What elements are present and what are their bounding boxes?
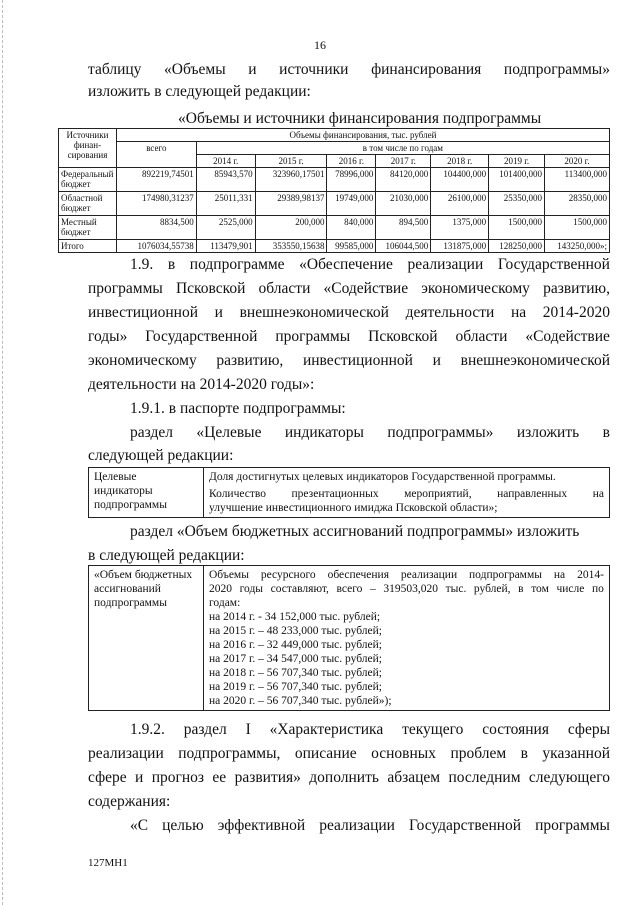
targets-text-line-1: Доля достигнутых целевых индикаторов Государственной программы. (209, 471, 556, 483)
cell: 26100,000 (431, 192, 489, 216)
para-1-9-2-line-2: реализации подпрограммы, описание основных проблем в указанной (88, 745, 610, 762)
cell: 1500,000 (489, 216, 545, 240)
table-row (59, 216, 610, 240)
cell: 1375,000 (431, 216, 489, 240)
cell: 25011,331 (196, 192, 255, 216)
row-name: Итого (59, 240, 117, 253)
table-title: «Объемы и источники финансирования подпрограммы (178, 110, 542, 127)
budget-text-line-2: 2020 годы составляют, всего – 319503,020 тыс. рублей, в том числе по (209, 583, 604, 595)
cell: 840,000 (327, 216, 376, 240)
cell: 19749,000 (327, 192, 376, 216)
targets-box-content (204, 468, 610, 518)
intro-line-2: изложить в следующей редакции: (88, 83, 311, 100)
table-row-total (59, 240, 610, 253)
header-volume: Объемы финансирования, тыс. рублей (116, 129, 609, 142)
budget-text-line-1: Объемы ресурсного обеспечения реализации подпрограммы на 2014- (209, 569, 604, 581)
year-header: 2020 г. (545, 155, 610, 168)
cell: 29389,98137 (255, 192, 327, 216)
cell: 2525,000 (196, 216, 255, 240)
table-row (59, 168, 610, 192)
cell: 174980,31237 (116, 192, 196, 216)
cell: 143250,000»; (545, 240, 610, 253)
cell: 113400,000 (545, 168, 610, 192)
para-1-9-2-line-4: содержания: (88, 793, 171, 810)
razdel-1-line-1: раздел «Целевые индикаторы подпрограммы» изложить в (130, 424, 610, 441)
budget-year-line: на 2018 г. – 56 707,340 тыс. рублей; (209, 667, 382, 679)
para-1-9-line-5: экономическому развитию, инвестиционной и внешнеэкономической (88, 352, 610, 369)
para-1-9-line-6: деятельности на 2014-2020 годы»: (88, 376, 315, 393)
para-1-9-2-line-3: сфере и прогноз ее развития» дополнить абзацем последним следующего (88, 769, 610, 786)
budget-box (88, 565, 610, 711)
year-header: 2014 г. (196, 155, 255, 168)
budget-year-line: на 2020 г. – 56 707,340 тыс. рублей»); (209, 695, 392, 707)
cell: 353550,15638 (255, 240, 327, 253)
table-row (59, 192, 610, 216)
targets-box-label: Целевые индикаторы подпрограммы (89, 468, 204, 518)
para-1-9-line-2: программы Псковской области «Содействие экономическому развитию, (88, 280, 610, 297)
year-header: 2018 г. (431, 155, 489, 168)
year-header: 2019 г. (489, 155, 545, 168)
footer-code: 127МН1 (88, 857, 128, 869)
budget-year-line: на 2019 г. – 56 707,340 тыс. рублей; (209, 681, 382, 693)
cell: 78996,000 (327, 168, 376, 192)
page-number: 16 (314, 38, 326, 52)
budget-text-line-3: годам: (209, 597, 241, 609)
cell: 84120,000 (376, 168, 431, 192)
cell: 85943,570 (196, 168, 255, 192)
para-1-9-line-1: 1.9. в подпрограмме «Обеспечение реализации Государственной (130, 256, 610, 273)
page-edge (2, 0, 4, 905)
budget-year-line: на 2015 г. – 48 233,000 тыс. рублей; (209, 625, 382, 637)
financing-table (58, 128, 610, 253)
budget-year-line: на 2014 г. - 34 152,000 тыс. рублей; (209, 611, 381, 623)
year-header: 2017 г. (376, 155, 431, 168)
cell: 8834,500 (116, 216, 196, 240)
cell: 21030,000 (376, 192, 431, 216)
intro-line-1: таблицу «Объемы и источники финансирования подпрограммы» (88, 61, 610, 78)
year-header: 2015 г. (255, 155, 327, 168)
header-total: всего (116, 142, 196, 168)
targets-text-line-2: Количество презентационных мероприятий, направленных на (209, 488, 604, 500)
row-name: Областной бюджет (59, 192, 117, 216)
targets-box (88, 467, 610, 518)
cell: 106044,500 (376, 240, 431, 253)
cell: 1076034,55738 (116, 240, 196, 253)
razdel-2-line-1: раздел «Объем бюджетных ассигнований подпрограммы» изложить (130, 523, 580, 540)
budget-year-line: на 2017 г. – 34 547,000 тыс. рублей; (209, 653, 382, 665)
last-line: «С целью эффективной реализации Государственной программы (130, 817, 610, 834)
cell: 104400,000 (431, 168, 489, 192)
budget-box-content (204, 566, 610, 711)
year-header: 2016 г. (327, 155, 376, 168)
cell: 200,000 (255, 216, 327, 240)
header-by-years: в том числе по годам (196, 142, 609, 155)
targets-text-line-3: улучшение инвестиционного имиджа Псковской области»; (209, 502, 498, 514)
header-source: Источники финан-сирования (59, 129, 117, 168)
budget-box-label: «Объем бюджетных ассигнований подпрограммы (89, 566, 204, 711)
razdel-2-line-2: в следующей редакции: (88, 547, 245, 564)
cell: 128250,000 (489, 240, 545, 253)
cell: 892219,74501 (116, 168, 196, 192)
cell: 113479,901 (196, 240, 255, 253)
cell: 323960,17501 (255, 168, 327, 192)
cell: 28350,000 (545, 192, 610, 216)
cell: 1500,000 (545, 216, 610, 240)
cell: 25350,000 (489, 192, 545, 216)
cell: 99585,000 (327, 240, 376, 253)
budget-year-line: на 2016 г. – 32 449,000 тыс. рублей; (209, 639, 382, 651)
row-name: Федеральный бюджет (59, 168, 117, 192)
cell: 894,500 (376, 216, 431, 240)
para-1-9-2-line-1: 1.9.2. раздел I «Характеристика текущего состояния сферы (130, 721, 610, 738)
para-1-9-1: 1.9.1. в паспорте подпрограммы: (130, 400, 346, 417)
row-name: Местный бюджет (59, 216, 117, 240)
para-1-9-line-3: инвестиционной и внешнеэкономической деятельности на 2014-2020 (88, 304, 610, 321)
razdel-1-line-2: следующей редакции: (88, 447, 234, 464)
para-1-9-line-4: годы» Государственной программы Псковской области «Содействие (88, 328, 610, 345)
cell: 131875,000 (431, 240, 489, 253)
cell: 101400,000 (489, 168, 545, 192)
